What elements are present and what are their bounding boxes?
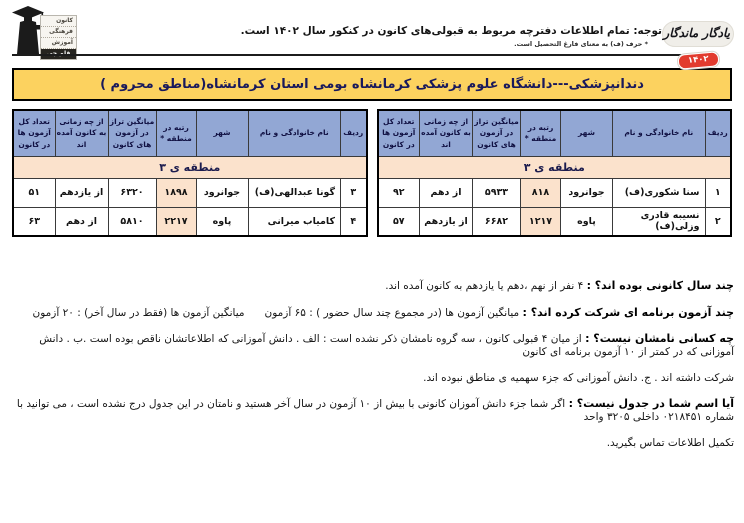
faq-contact-cont — [12, 437, 734, 450]
header-notice — [241, 25, 662, 48]
col-name: نام خانوادگی و نام — [613, 110, 706, 156]
cell-city: جوانرود — [196, 178, 248, 207]
cell-exam-count: ۵۱ — [13, 178, 55, 207]
cell-rank: ۱۲۱۷ — [521, 207, 561, 236]
notice-line2: * حرف (ف) به معنای فارغ التحصیل است. — [514, 40, 648, 48]
cell-join-time: از دهم — [55, 207, 108, 236]
col-avg-score: میانگین تراز در آزمون های کانون — [473, 110, 521, 156]
cell-avg-score: ۶۶۸۲ — [473, 207, 521, 236]
year-badge: ۱۴۰۲ — [677, 51, 719, 69]
cell-join-time: از دهم — [420, 178, 473, 207]
cell-city: پاوه — [561, 207, 613, 236]
footer-notes — [12, 279, 734, 450]
result-row — [378, 207, 732, 236]
faq-missing-text-cont: شرکت داشته اند . ج. دانش آموزانی که جزء سهمیه ی مناطق نبوده اند. — [423, 371, 734, 384]
cell-row-number: ۲ — [705, 207, 731, 236]
cell-exam-count: ۵۷ — [378, 207, 420, 236]
results-table-2 — [12, 109, 368, 237]
region-band: منطقه ی ۳ — [13, 156, 367, 178]
col-exam-count: تعداد کل آزمون ها در کانون — [13, 110, 55, 156]
col-region-rank: رتبه در منطقه * — [521, 110, 561, 156]
cell-name: کامیاب میرانی — [248, 207, 341, 236]
brand-name: یادگار ماندگار — [662, 21, 734, 47]
cell-rank: ۲۲۱۷ — [156, 207, 196, 236]
cell-row-number: ۳ — [341, 178, 367, 207]
result-row — [13, 178, 367, 207]
cell-name: سنا شکوری(ف) — [613, 178, 706, 207]
title-bar — [12, 68, 732, 101]
faq-contact-label: آیا اسم شما در جدول نیست؟ : — [568, 397, 734, 410]
header-divider — [12, 54, 690, 56]
col-avg-score: میانگین تراز در آزمون های کانون — [108, 110, 156, 156]
faq-contact-text-cont: تکمیل اطلاعات تماس بگیرید. — [606, 436, 734, 449]
notice-line1: توجه: تمام اطلاعات دفترچه مربوط به قبولی‌های کانون در کنکور سال ۱۴۰۲ است. — [240, 25, 662, 37]
logo-line: آموزش — [41, 38, 76, 49]
faq-exams-label: چند آزمون برنامه ای شرکت کرده اند؟ : — [522, 305, 734, 319]
result-row — [378, 178, 732, 207]
faq-exams — [12, 306, 734, 320]
cell-city: پاوه — [196, 207, 248, 236]
faq-contact-text: اگر شما جزء دانش آموزان کانونی با بیش از ۱۰ آزمون در سال آخر هستید و نامتان در این جدول درج نشده است ، می توانید با شماره ۰۲۱۸۴۵۱ داخلی ۳۲۰۵ واحد — [16, 398, 734, 423]
cell-avg-score: ۶۳۲۰ — [108, 178, 156, 207]
cell-row-number: ۴ — [341, 207, 367, 236]
kanoon-logo — [12, 6, 77, 60]
cell-avg-score: ۵۸۱۰ — [108, 207, 156, 236]
cell-avg-score: ۵۹۳۳ — [473, 178, 521, 207]
region-band-row — [13, 156, 367, 178]
faq-contact — [12, 397, 734, 424]
cell-rank: ۸۱۸ — [521, 178, 561, 207]
faq-years — [12, 279, 734, 293]
col-row-number: ردیف — [341, 110, 367, 156]
cell-city: جوانرود — [561, 178, 613, 207]
col-exam-count: تعداد کل آزمون ها در کانون — [378, 110, 420, 156]
table-header-row — [378, 110, 732, 156]
cell-exam-count: ۶۳ — [13, 207, 55, 236]
faq-years-text: ۴ نفر از نهم ،دهم یا یازدهم به کانون آمده اند. — [385, 280, 584, 292]
col-join-time: از چه زمانی به کانون آمده اند — [55, 110, 108, 156]
col-row-number: ردیف — [705, 110, 731, 156]
logo-line: فرهنگی — [41, 27, 76, 38]
region-band: منطقه ی ۳ — [378, 156, 732, 178]
cell-join-time: از یازدهم — [420, 207, 473, 236]
result-row — [13, 207, 367, 236]
region-band-row — [378, 156, 732, 178]
page-header — [0, 0, 744, 66]
col-region-rank: رتبه در منطقه * — [156, 110, 196, 156]
logo-line: کانون — [41, 16, 76, 27]
col-city: شهر — [561, 110, 613, 156]
cell-join-time: از یازدهم — [55, 178, 108, 207]
results-table-1 — [377, 109, 733, 237]
cell-exam-count: ۹۲ — [378, 178, 420, 207]
faq-missing — [12, 332, 734, 359]
cell-rank: ۱۸۹۸ — [156, 178, 196, 207]
col-name: نام خانوادگی و نام — [248, 110, 341, 156]
col-city: شهر — [196, 110, 248, 156]
faq-exams-text-a: میانگین آزمون ها (در مجموع چند سال حضور ) : ۶۵ آزمون — [264, 306, 520, 319]
faq-missing-text: از میان ۴ قبولی کانون ، سه گروه نامشان ذکر نشده است : الف . دانش آموزانی که اطلاعاتشان ناقص بوده است .ب . دانش آموزانی که در کمتر از ۱۰ آزمون برنامه ای کانون — [39, 333, 734, 358]
page-title: دندانپزشکی---دانشگاه علوم پزشکی کرمانشاه بومی استان کرمانشاه(مناطق محروم ) — [100, 77, 644, 92]
faq-exams-text-b: میانگین آزمون ها (فقط در سال آخر) : ۲۰ آزمون — [32, 306, 245, 319]
table-header-row — [13, 110, 367, 156]
col-join-time: از چه زمانی به کانون آمده اند — [420, 110, 473, 156]
yadegar-mandegar-logo — [662, 21, 734, 68]
cell-row-number: ۱ — [705, 178, 731, 207]
cell-name: گونا عبدالهی(ف) — [248, 178, 341, 207]
faq-years-label: چند سال کانونی بوده اند؟ : — [586, 279, 734, 292]
cell-name: نسیبه قادری وزلی(ف) — [613, 207, 706, 236]
faq-missing-cont — [12, 372, 734, 385]
faq-missing-label: چه کسانی نامشان نیست؟ : — [585, 332, 734, 345]
results-tables — [12, 109, 732, 237]
